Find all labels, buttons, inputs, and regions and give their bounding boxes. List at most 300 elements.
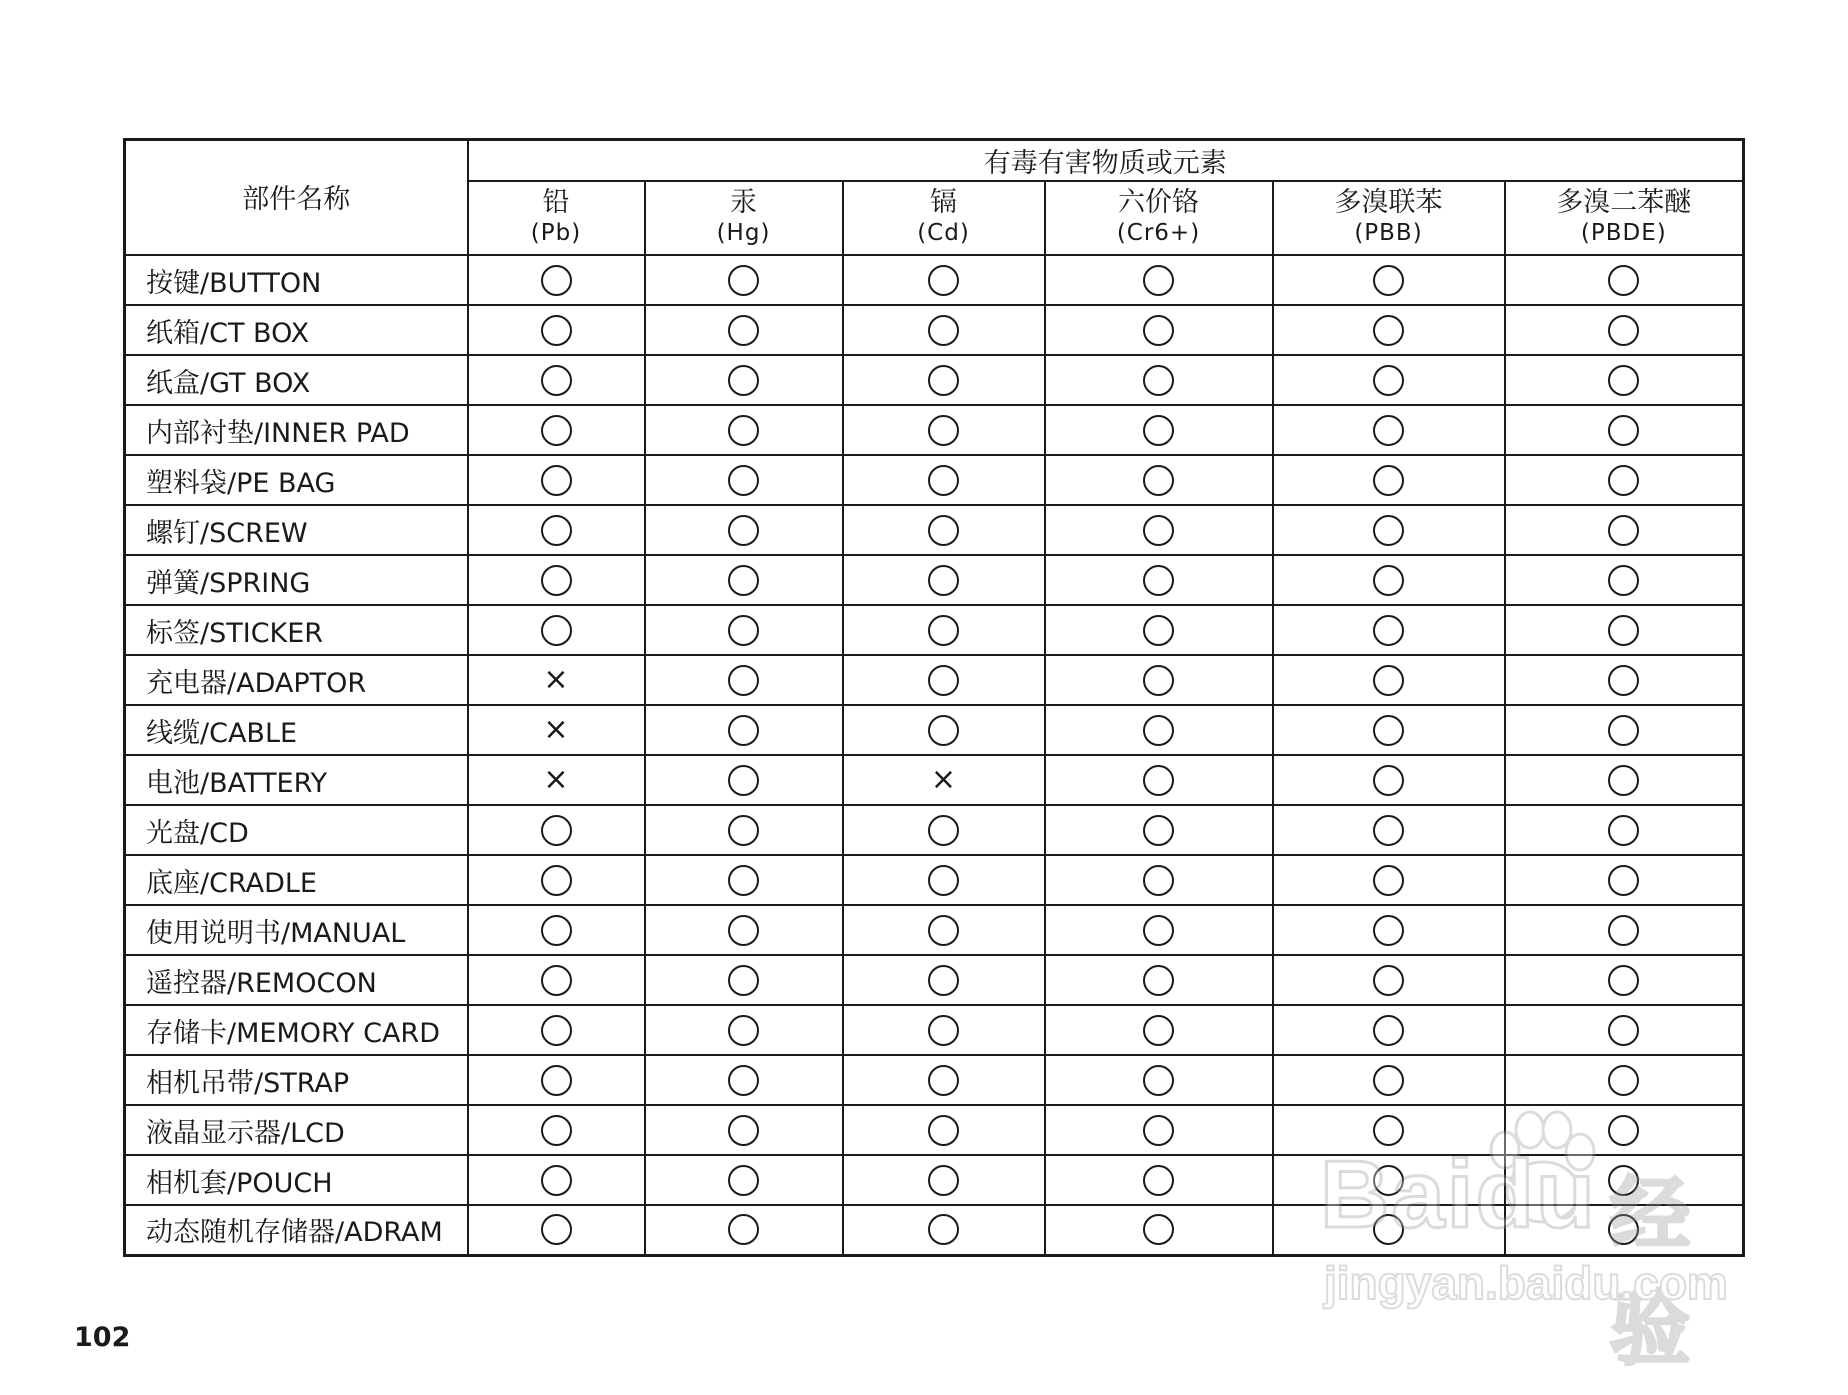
- circle-mark-icon: [541, 615, 572, 646]
- circle-mark-icon: [1373, 1214, 1404, 1245]
- circle-mark-icon: [1608, 1115, 1639, 1146]
- table-row: [125, 855, 1744, 905]
- mark-cell: [1273, 1005, 1505, 1055]
- part-name-cell: 相机套/POUCH: [125, 1155, 468, 1205]
- circle-mark-icon: [1143, 1165, 1174, 1196]
- mark-cell: [468, 505, 645, 555]
- circle-mark-icon: [1608, 365, 1639, 396]
- mark-cell: [843, 905, 1045, 955]
- circle-mark-icon: [928, 365, 959, 396]
- circle-mark-icon: [728, 865, 759, 896]
- circle-mark-icon: [541, 915, 572, 946]
- substance-symbol: (Hg): [716, 220, 771, 246]
- cross-mark-icon: ×: [543, 662, 569, 697]
- mark-cell: [1273, 555, 1505, 605]
- circle-mark-icon: [728, 915, 759, 946]
- circle-mark-icon: [728, 465, 759, 496]
- part-name-cell: 相机吊带/STRAP: [125, 1055, 468, 1105]
- substance-header: [1045, 181, 1273, 255]
- circle-mark-icon: [1143, 1115, 1174, 1146]
- circle-mark-icon: [728, 665, 759, 696]
- mark-cell: [1045, 1105, 1273, 1155]
- mark-cell: [1505, 955, 1744, 1005]
- circle-mark-icon: [541, 1015, 572, 1046]
- mark-cell: [1045, 955, 1273, 1005]
- mark-cell: [1505, 655, 1744, 705]
- circle-mark-icon: [541, 1214, 572, 1245]
- circle-mark-icon: [1608, 865, 1639, 896]
- circle-mark-icon: [1608, 515, 1639, 546]
- circle-mark-icon: [1373, 715, 1404, 746]
- substance-symbol: (Cd): [917, 220, 970, 246]
- circle-mark-icon: [928, 1115, 959, 1146]
- table-row: [125, 905, 1744, 955]
- mark-cell: [1273, 305, 1505, 355]
- mark-cell: [843, 755, 1045, 805]
- mark-cell: [645, 405, 843, 455]
- circle-mark-icon: [1608, 715, 1639, 746]
- mark-cell: [1505, 1105, 1744, 1155]
- part-name-cell: 存储卡/MEMORY CARD: [125, 1005, 468, 1055]
- table-row: [125, 705, 1744, 755]
- circle-mark-icon: [1373, 665, 1404, 696]
- cross-mark-icon: ×: [930, 762, 957, 797]
- circle-mark-icon: [728, 265, 759, 296]
- mark-cell: [645, 805, 843, 855]
- circle-mark-icon: [1608, 615, 1639, 646]
- mark-cell: [1505, 855, 1744, 905]
- substance-header: [1505, 181, 1744, 255]
- circle-mark-icon: [928, 265, 959, 296]
- mark-cell: [645, 505, 843, 555]
- mark-cell: [1273, 655, 1505, 705]
- mark-cell: [1045, 855, 1273, 905]
- mark-cell: [1273, 805, 1505, 855]
- mark-cell: [843, 655, 1045, 705]
- mark-cell: [1505, 905, 1744, 955]
- circle-mark-icon: [728, 1115, 759, 1146]
- circle-mark-icon: [1608, 965, 1639, 996]
- circle-mark-icon: [928, 465, 959, 496]
- mark-cell: [468, 805, 645, 855]
- circle-mark-icon: [1608, 1165, 1639, 1196]
- circle-mark-icon: [728, 315, 759, 346]
- circle-mark-icon: [1373, 415, 1404, 446]
- circle-mark-icon: [1373, 615, 1404, 646]
- circle-mark-icon: [1608, 265, 1639, 296]
- circle-mark-icon: [928, 665, 959, 696]
- mark-cell: [468, 755, 645, 805]
- mark-cell: [645, 555, 843, 605]
- mark-cell: [1505, 755, 1744, 805]
- circle-mark-icon: [1143, 465, 1174, 496]
- circle-mark-icon: [1373, 365, 1404, 396]
- mark-cell: [1045, 355, 1273, 405]
- mark-cell: [1273, 355, 1505, 405]
- circle-mark-icon: [928, 865, 959, 896]
- substance-symbol: (PBDE): [1580, 220, 1667, 246]
- mark-cell: [1273, 1155, 1505, 1205]
- circle-mark-icon: [728, 715, 759, 746]
- mark-cell: [843, 1205, 1045, 1255]
- part-name-cell: 遥控器/REMOCON: [125, 955, 468, 1005]
- mark-cell: [1273, 1205, 1505, 1255]
- mark-cell: [1273, 905, 1505, 955]
- circle-mark-icon: [1608, 1065, 1639, 1096]
- mark-cell: [1273, 405, 1505, 455]
- table-row: [125, 1155, 1744, 1205]
- mark-cell: [1273, 1055, 1505, 1105]
- substance-symbol: (Pb): [530, 220, 582, 246]
- mark-cell: [645, 305, 843, 355]
- circle-mark-icon: [1143, 415, 1174, 446]
- mark-cell: [645, 355, 843, 405]
- table-row: [125, 405, 1744, 455]
- table-row: [125, 655, 1744, 705]
- mark-cell: [843, 355, 1045, 405]
- mark-cell: [1505, 1205, 1744, 1255]
- table-row: [125, 355, 1744, 405]
- mark-cell: [1045, 255, 1273, 305]
- table-row: [125, 1205, 1744, 1255]
- mark-cell: [843, 705, 1045, 755]
- part-name-cell: 标签/STICKER: [125, 605, 468, 655]
- part-name-cell: 内部衬垫/INNER PAD: [125, 405, 468, 455]
- circle-mark-icon: [1608, 315, 1639, 346]
- substance-header: [1273, 181, 1505, 255]
- mark-cell: [1505, 555, 1744, 605]
- mark-cell: [1045, 1155, 1273, 1205]
- circle-mark-icon: [1143, 665, 1174, 696]
- mark-cell: [1505, 805, 1744, 855]
- mark-cell: [468, 655, 645, 705]
- circle-mark-icon: [1608, 1214, 1639, 1245]
- circle-mark-icon: [541, 865, 572, 896]
- mark-cell: [843, 255, 1045, 305]
- mark-cell: [468, 905, 645, 955]
- mark-cell: [843, 405, 1045, 455]
- mark-cell: [468, 855, 645, 905]
- circle-mark-icon: [728, 1065, 759, 1096]
- table-row: [125, 505, 1744, 555]
- part-name-cell: 弹簧/SPRING: [125, 555, 468, 605]
- mark-cell: [843, 505, 1045, 555]
- table-row: [125, 1105, 1744, 1155]
- circle-mark-icon: [728, 765, 759, 796]
- circle-mark-icon: [541, 815, 572, 846]
- part-name-cell: 动态随机存储器/ADRAM: [125, 1205, 468, 1255]
- mark-cell: [468, 955, 645, 1005]
- mark-cell: [645, 455, 843, 505]
- mark-cell: [1273, 605, 1505, 655]
- circle-mark-icon: [1608, 915, 1639, 946]
- part-name-cell: 液晶显示器/LCD: [125, 1105, 468, 1155]
- circle-mark-icon: [1608, 415, 1639, 446]
- mark-cell: [1505, 355, 1744, 405]
- circle-mark-icon: [928, 1214, 959, 1245]
- substance-name: 镉: [930, 187, 957, 218]
- circle-mark-icon: [1143, 815, 1174, 846]
- mark-cell: [645, 905, 843, 955]
- mark-cell: [1273, 955, 1505, 1005]
- mark-cell: [468, 305, 645, 355]
- circle-mark-icon: [728, 815, 759, 846]
- table-row: [125, 1005, 1744, 1055]
- circle-mark-icon: [728, 365, 759, 396]
- substance-name: 汞: [730, 187, 757, 218]
- substance-header: [645, 181, 843, 255]
- circle-mark-icon: [1143, 715, 1174, 746]
- circle-mark-icon: [1608, 565, 1639, 596]
- substances-group-header: 有毒有害物质或元素: [468, 140, 1744, 182]
- mark-cell: [1045, 905, 1273, 955]
- mark-cell: [1505, 605, 1744, 655]
- mark-cell: [1045, 555, 1273, 605]
- substance-name: 多溴二苯醚: [1556, 187, 1692, 218]
- circle-mark-icon: [1373, 265, 1404, 296]
- mark-cell: [1045, 655, 1273, 705]
- mark-cell: [468, 1005, 645, 1055]
- circle-mark-icon: [1373, 1165, 1404, 1196]
- circle-mark-icon: [728, 565, 759, 596]
- circle-mark-icon: [541, 365, 572, 396]
- table-row: [125, 755, 1744, 805]
- substance-name: 六价铬: [1118, 187, 1199, 218]
- circle-mark-icon: [1608, 465, 1639, 496]
- mark-cell: [1505, 305, 1744, 355]
- mark-cell: [843, 605, 1045, 655]
- part-name-cell: 使用说明书/MANUAL: [125, 905, 468, 955]
- part-name-cell: 纸盒/GT BOX: [125, 355, 468, 405]
- mark-cell: [1045, 405, 1273, 455]
- circle-mark-icon: [1143, 615, 1174, 646]
- circle-mark-icon: [541, 465, 572, 496]
- circle-mark-icon: [1143, 565, 1174, 596]
- circle-mark-icon: [1373, 465, 1404, 496]
- mark-cell: [645, 755, 843, 805]
- page-number: 102: [74, 1322, 131, 1353]
- part-name-cell: 线缆/CABLE: [125, 705, 468, 755]
- mark-cell: [468, 255, 645, 305]
- substance-name: 多溴联苯: [1334, 187, 1443, 218]
- mark-cell: [843, 855, 1045, 905]
- mark-cell: [843, 455, 1045, 505]
- circle-mark-icon: [541, 515, 572, 546]
- circle-mark-icon: [1373, 815, 1404, 846]
- circle-mark-icon: [1608, 1015, 1639, 1046]
- mark-cell: [1505, 705, 1744, 755]
- circle-mark-icon: [1373, 565, 1404, 596]
- mark-cell: [468, 605, 645, 655]
- circle-mark-icon: [928, 1015, 959, 1046]
- circle-mark-icon: [1373, 915, 1404, 946]
- circle-mark-icon: [541, 315, 572, 346]
- circle-mark-icon: [1143, 1065, 1174, 1096]
- circle-mark-icon: [728, 415, 759, 446]
- table-row: [125, 305, 1744, 355]
- mark-cell: [1045, 1205, 1273, 1255]
- circle-mark-icon: [1143, 965, 1174, 996]
- circle-mark-icon: [1373, 865, 1404, 896]
- mark-cell: [1273, 855, 1505, 905]
- circle-mark-icon: [1608, 765, 1639, 796]
- part-name-cell: 塑料袋/PE BAG: [125, 455, 468, 505]
- mark-cell: [468, 455, 645, 505]
- mark-cell: [843, 1005, 1045, 1055]
- mark-cell: [1505, 505, 1744, 555]
- circle-mark-icon: [928, 415, 959, 446]
- circle-mark-icon: [1143, 1214, 1174, 1245]
- mark-cell: [843, 1105, 1045, 1155]
- watermark-brand-cn: 经验: [1610, 1168, 1690, 1376]
- circle-mark-icon: [928, 965, 959, 996]
- circle-mark-icon: [728, 515, 759, 546]
- mark-cell: [1273, 255, 1505, 305]
- circle-mark-icon: [541, 1165, 572, 1196]
- mark-cell: [1505, 1005, 1744, 1055]
- mark-cell: [1045, 705, 1273, 755]
- table-body: [125, 255, 1744, 1255]
- circle-mark-icon: [1143, 515, 1174, 546]
- mark-cell: [645, 955, 843, 1005]
- circle-mark-icon: [1143, 315, 1174, 346]
- mark-cell: [468, 1205, 645, 1255]
- mark-cell: [645, 1005, 843, 1055]
- mark-cell: [1045, 1055, 1273, 1105]
- table-row: [125, 605, 1744, 655]
- watermark-url: jingyan.baidu.com: [1324, 1257, 1728, 1309]
- circle-mark-icon: [1143, 865, 1174, 896]
- mark-cell: [645, 605, 843, 655]
- part-name-cell: 纸箱/CT BOX: [125, 305, 468, 355]
- circle-mark-icon: [928, 315, 959, 346]
- mark-cell: [645, 655, 843, 705]
- mark-cell: [1045, 755, 1273, 805]
- mark-cell: [1505, 1155, 1744, 1205]
- circle-mark-icon: [928, 915, 959, 946]
- part-name-cell: 底座/CRADLE: [125, 855, 468, 905]
- mark-cell: [1045, 1005, 1273, 1055]
- circle-mark-icon: [928, 515, 959, 546]
- watermark-brand: Baidu: [1320, 1141, 1597, 1248]
- circle-mark-icon: [728, 965, 759, 996]
- circle-mark-icon: [1143, 765, 1174, 796]
- table-row: [125, 555, 1744, 605]
- circle-mark-icon: [928, 715, 959, 746]
- mark-cell: [468, 1155, 645, 1205]
- mark-cell: [1505, 255, 1744, 305]
- mark-cell: [1273, 505, 1505, 555]
- circle-mark-icon: [1373, 515, 1404, 546]
- mark-cell: [645, 1205, 843, 1255]
- circle-mark-icon: [541, 965, 572, 996]
- part-name-cell: 螺钉/SCREW: [125, 505, 468, 555]
- circle-mark-icon: [1143, 265, 1174, 296]
- circle-mark-icon: [728, 1214, 759, 1245]
- circle-mark-icon: [928, 1165, 959, 1196]
- table-row: [125, 955, 1744, 1005]
- mark-cell: [1045, 455, 1273, 505]
- circle-mark-icon: [728, 1015, 759, 1046]
- part-name-cell: 按键/BUTTON: [125, 255, 468, 305]
- cross-mark-icon: ×: [543, 712, 569, 747]
- part-name-header: 部件名称: [125, 140, 468, 256]
- substance-symbol: (PBB): [1354, 220, 1423, 246]
- mark-cell: [1273, 455, 1505, 505]
- mark-cell: [645, 255, 843, 305]
- substance-symbol: (Cr6+): [1116, 220, 1201, 246]
- mark-cell: [468, 405, 645, 455]
- mark-cell: [645, 1155, 843, 1205]
- mark-cell: [468, 555, 645, 605]
- mark-cell: [843, 555, 1045, 605]
- circle-mark-icon: [541, 265, 572, 296]
- part-name-cell: 电池/BATTERY: [125, 755, 468, 805]
- circle-mark-icon: [541, 1065, 572, 1096]
- mark-cell: [1045, 305, 1273, 355]
- mark-cell: [843, 805, 1045, 855]
- mark-cell: [468, 1105, 645, 1155]
- substance-header: [468, 181, 645, 255]
- table-row: [125, 1055, 1744, 1105]
- hazardous-substances-table: [123, 138, 1745, 1257]
- mark-cell: [843, 1055, 1045, 1105]
- circle-mark-icon: [1373, 315, 1404, 346]
- mark-cell: [843, 305, 1045, 355]
- circle-mark-icon: [1373, 1065, 1404, 1096]
- circle-mark-icon: [1608, 815, 1639, 846]
- table-row: [125, 455, 1744, 505]
- circle-mark-icon: [1373, 965, 1404, 996]
- circle-mark-icon: [928, 565, 959, 596]
- mark-cell: [1505, 1055, 1744, 1105]
- mark-cell: [1045, 605, 1273, 655]
- mark-cell: [468, 355, 645, 405]
- mark-cell: [468, 705, 645, 755]
- cross-mark-icon: ×: [543, 762, 569, 797]
- circle-mark-icon: [541, 1115, 572, 1146]
- substance-name: 铅: [542, 187, 570, 218]
- circle-mark-icon: [728, 615, 759, 646]
- mark-cell: [645, 705, 843, 755]
- table-row: [125, 805, 1744, 855]
- circle-mark-icon: [541, 565, 572, 596]
- circle-mark-icon: [1373, 765, 1404, 796]
- circle-mark-icon: [928, 815, 959, 846]
- mark-cell: [843, 955, 1045, 1005]
- part-name-cell: 充电器/ADAPTOR: [125, 655, 468, 705]
- table-row: [125, 255, 1744, 305]
- mark-cell: [645, 855, 843, 905]
- part-name-cell: 光盘/CD: [125, 805, 468, 855]
- circle-mark-icon: [1373, 1115, 1404, 1146]
- header-row-group: [125, 140, 1744, 182]
- mark-cell: [1273, 705, 1505, 755]
- mark-cell: [1273, 1105, 1505, 1155]
- circle-mark-icon: [928, 1065, 959, 1096]
- mark-cell: [468, 1055, 645, 1105]
- circle-mark-icon: [928, 615, 959, 646]
- mark-cell: [645, 1105, 843, 1155]
- mark-cell: [1045, 505, 1273, 555]
- substance-header: [843, 181, 1045, 255]
- mark-cell: [1273, 755, 1505, 805]
- mark-cell: [645, 1055, 843, 1105]
- circle-mark-icon: [728, 1165, 759, 1196]
- mark-cell: [1505, 405, 1744, 455]
- circle-mark-icon: [1143, 1015, 1174, 1046]
- circle-mark-icon: [541, 415, 572, 446]
